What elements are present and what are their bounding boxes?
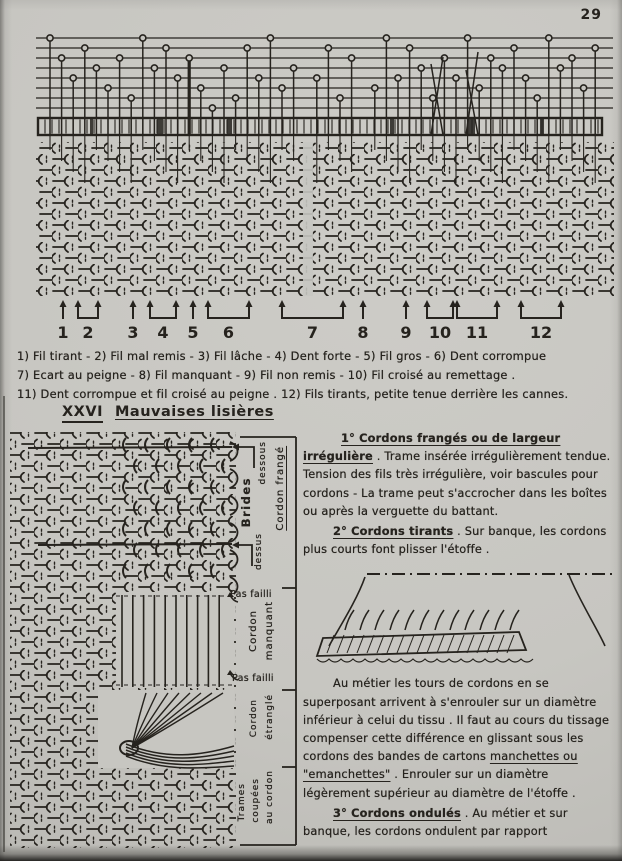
weaving-defects-diagram <box>0 0 622 345</box>
up-arrow-icon <box>424 300 431 307</box>
section-numeral: XXVI <box>62 404 103 423</box>
section-title: Mauvaises lisières <box>114 404 274 420</box>
reed-gap <box>303 142 313 296</box>
up-arrow-icon <box>558 300 565 307</box>
label-dessous: dessous <box>258 441 268 485</box>
item-3-heading: 3° Cordons ondulés <box>333 805 461 820</box>
up-arrow-icon <box>130 300 137 307</box>
legend-line-3: 11) Dent corrompue et fil croisé au peigne . 12) Fils tirants, petite tenue derrière les cannes. <box>17 387 569 401</box>
up-arrow-icon <box>147 300 154 307</box>
item-1-heading-line1: 1° Cordons frangés ou de largeur <box>341 431 561 445</box>
up-arrow-icon <box>75 300 82 307</box>
defect-number: 6 <box>222 323 235 342</box>
label-cordon-frange: Cordon frangé <box>275 446 286 531</box>
up-arrow-icon <box>279 300 286 307</box>
up-arrow-icon <box>60 300 67 307</box>
paragraph-part2: . Enrouler sur un diamètre légèrement supérieur au diamètre de l'étoffe . <box>303 767 576 800</box>
label-brides: Brides <box>239 477 253 528</box>
up-arrow-icon <box>205 300 212 307</box>
scan-edge-shadow <box>3 396 5 852</box>
up-arrow-icon <box>340 300 347 307</box>
defect-number: 8 <box>357 323 369 342</box>
label-pas-failli-top: Pas failli <box>230 589 272 600</box>
right-text-column <box>303 429 616 842</box>
item-3-body: . Au métier et sur banque, les cordons ondulent par rapport <box>303 805 568 839</box>
legend-line-2: 7) Ecart au peigne - 8) Fil manquant - 9) Fil non remis - 10) Fil croisé au remettage . <box>17 368 516 382</box>
label-cordon-etrangle-word2: étranglé <box>265 694 275 740</box>
up-arrow-icon <box>173 300 180 307</box>
label-pas-failli-bottom: Pas failli <box>232 673 274 684</box>
defect-number: 12 <box>529 323 553 342</box>
up-arrow-icon <box>360 300 367 307</box>
paragraph-au-metier <box>303 674 616 801</box>
defect-number: 5 <box>187 323 199 342</box>
cordons-tirants-sketch <box>303 560 616 672</box>
shadow-scribble <box>317 659 533 662</box>
item-1-heading-line2: irrégulière <box>303 449 373 464</box>
item-1-body: . Trame insérée irrégulièrement tendue. Tension des fils très irrégulière, voir bascules pour cordons - La trame peut s'accrocher dans les boîtes ou après la verguette du battant. <box>303 449 611 518</box>
label-trames-word2: coupées <box>251 778 261 823</box>
item-2-cordons-tirants <box>303 522 616 558</box>
paragraph-underlined: manchettes ou "emanchettes" <box>303 749 578 782</box>
defect-number: 4 <box>157 323 169 342</box>
woven-cloth <box>36 142 614 296</box>
section-heading <box>62 404 274 420</box>
legend-line-1: 1) Fil tirant - 2) Fil mal remis - 3) Fil lâche - 4) Dent forte - 5) Fil gros - 6) Dent corrompue <box>17 349 547 363</box>
up-arrow-icon <box>190 300 197 307</box>
up-arrow-icon <box>494 300 501 307</box>
up-arrow-icon <box>95 300 102 307</box>
label-trames-word3: au cordon <box>265 770 275 824</box>
label-dessus: dessus <box>254 533 264 571</box>
defect-number: 10 <box>428 323 452 342</box>
defect-number: 3 <box>127 323 139 342</box>
item-2-body: . Sur banque, les cordons plus courts font plisser l'étoffe . <box>303 524 607 557</box>
label-cordon-manquant-word1: Cordon <box>248 610 259 652</box>
defect-number: 2 <box>82 323 94 342</box>
reed-bar <box>38 118 602 135</box>
up-arrow-icon <box>403 300 410 307</box>
paragraph-part1: Au métier les tours de cordons en se superposant arrivent à s'enrouler sur un diamètre inférieur à celui du tissu . Il faut au cours du tissage compenser cette différence en glissant sous les cordons des bandes de cartons <box>303 676 610 764</box>
item-2-heading: 2° Cordons tirants <box>333 524 454 539</box>
defect-number: 7 <box>306 323 319 342</box>
item-3-cordons-ondules <box>303 804 616 840</box>
defects-legend <box>17 347 613 404</box>
label-trames-word1: Trames <box>237 783 247 822</box>
up-arrow-icon <box>246 300 253 307</box>
up-arrow-icon <box>518 300 525 307</box>
defect-number: 11 <box>465 323 489 342</box>
label-cordon-manquant-word2: manquant <box>264 601 275 661</box>
item-1-cordons-franges <box>303 429 616 520</box>
page-number: 29 <box>580 7 602 23</box>
banque-plank <box>317 632 526 656</box>
label-cordon-etrangle-word1: Cordon <box>249 699 259 738</box>
defect-number: 9 <box>400 323 412 342</box>
defect-number: 1 <box>57 323 69 342</box>
